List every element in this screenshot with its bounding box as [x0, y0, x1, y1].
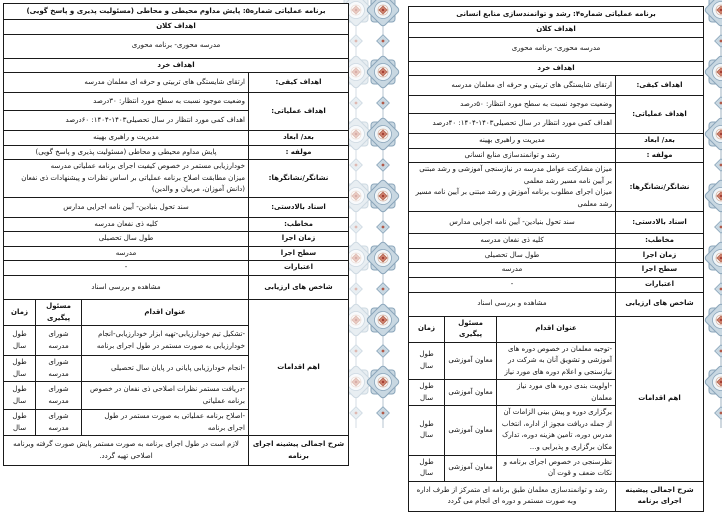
label-qualitative-goals: اهداف کیفی:: [249, 73, 349, 93]
qualitative-goal-value: ارتقای شایستگی های تربیتی و حرفه ای معلمان مدرسه: [409, 76, 616, 96]
label-audience: مخاطب:: [249, 217, 349, 232]
label-indicators: نشانگر/نشانگرها:: [249, 160, 349, 198]
label-execution-level: سطح اجرا: [249, 246, 349, 261]
ornament-connector-diamond-icon: [377, 345, 390, 358]
ornament-connector-diamond-icon: [715, 35, 722, 48]
indicator-item: میزان مشارکت عوامل مدرسه در نیازسنجی آموزشی و رشد مبتنی بر آیین نامه مسیر رشد معلمی: [419, 165, 612, 185]
plan-title: برنامه عملیاتی شماره۴: رشد و توانمندسازی منابع انسانی: [409, 7, 704, 23]
ornament-connector-diamond-icon: [377, 35, 390, 48]
micro-goals-heading: اهداف خرد: [409, 61, 704, 76]
action-owner: معاون آموزشی: [445, 455, 497, 481]
label-upstream-documents: اسناد بالادستی:: [616, 212, 704, 234]
action-owner: معاون آموزشی: [445, 342, 497, 380]
ornament-medallion-icon: [704, 241, 722, 275]
label-dimension: بعد/ ابعاد: [249, 131, 349, 146]
action-owner: شورای مدرسه: [36, 326, 82, 356]
ornament-medallion-icon: [366, 179, 400, 213]
ornament-medallion-icon: [366, 241, 400, 275]
indicator-item: خودارزیابی مستمر در خصوص کیفیت اجرای برنامه عملیاتی مدرسه: [50, 162, 245, 171]
action-time: طول سال: [409, 455, 445, 481]
ornament-medallion-icon: [366, 365, 400, 399]
ornament-medallion-icon: [366, 117, 400, 151]
ornament-connector-diamond-icon: [377, 97, 390, 110]
ornament-medallion-icon: [366, 55, 400, 89]
actions-header-title: عنوان اقدام: [497, 316, 616, 342]
actions-header-owner: مسئول پیگیری: [445, 316, 497, 342]
indicator-item: میزان مطابقت اصلاح برنامه عملیاتی بر اساس نظرات و پیشنهادات ذی نفعان (دانش آموزان، مربیان و والدین): [21, 173, 245, 194]
expected-target-value: اهداف کمی مورد انتظار در سال تحصیلی۱۴۰۳-۱۴۰۴: ۴۰درصد: [409, 114, 616, 134]
action-title: -انجام خودارزیابی پایانی در پایان سال تحصیلی: [82, 356, 249, 382]
document-page-plan-4: [408, 6, 704, 512]
upstream-documents-value: سند تحول بنیادین- آیین نامه اجرایی مدارس: [409, 212, 616, 234]
actions-header-time: زمان: [4, 300, 36, 326]
evaluation-indexes-value: مشاهده و بررسی اسناد: [409, 292, 616, 316]
actions-header-time: زمان: [409, 316, 445, 342]
indicators-value: [409, 163, 616, 212]
action-owner: معاون آموزشی: [445, 406, 497, 455]
label-qualitative-goals: اهداف کیفی:: [616, 76, 704, 96]
label-key-actions: اهم اقدامات: [616, 316, 704, 481]
action-owner: شورای مدرسه: [36, 382, 82, 410]
label-upstream-documents: اسناد بالادستی:: [249, 197, 349, 217]
action-title: -اولویت بندی دوره های مورد نیاز معلمان: [497, 380, 616, 406]
budget-value: -: [4, 261, 249, 276]
ornament-connector-diamond-icon: [715, 221, 722, 234]
plan-title: برنامه عملیاتی شماره۵: پایش مداوم محیطی و محاطی (مسئولیت پذیری و پاسخ گویی): [4, 4, 349, 20]
audience-value: کلیه ذی نفعان مدرسه: [409, 234, 616, 249]
ornament-medallion-icon: [704, 179, 722, 213]
summary-value: رشد و توانمندسازی معلمان طبق برنامه ای متمرکز از طرف اداره وبه صورت مستمر و دوره ای انجام می گردد: [409, 481, 616, 511]
macro-goals-heading: اهداف کلان: [4, 20, 349, 35]
component-value: رشد و توانمندسازی منابع انسانی: [409, 148, 616, 163]
execution-time-value: طول سال تحصیلی: [409, 248, 616, 263]
label-budget: اعتبارات: [616, 278, 704, 293]
action-time: طول سال: [4, 356, 36, 382]
label-key-actions: اهم اقدامات: [249, 300, 349, 436]
upstream-documents-value: سند تحول بنیادین- آیین نامه اجرایی مدارس: [4, 197, 249, 217]
ornament-border-center: [361, 0, 405, 428]
ornament-connector-diamond-icon: [715, 97, 722, 110]
action-title: -اصلاح برنامه عملیاتی به صورت مستمر در طول اجرای برنامه: [82, 410, 249, 436]
action-time: طول سال: [4, 382, 36, 410]
macro-goal-value: مدرسه محوری- برنامه محوری: [409, 37, 704, 61]
action-title: -دریافت مستمر نظرات اصلاحی ذی نفعان در خصوص برنامه عملیاتی: [82, 382, 249, 410]
execution-level-value: مدرسه: [409, 263, 616, 278]
ornament-connector-diamond-icon: [377, 221, 390, 234]
label-operational-goals: اهداف عملیاتی:: [249, 93, 349, 131]
current-status-value: وضعیت موجود نسبت به سطح مورد انتظار: ۵۰درصد: [409, 96, 616, 114]
micro-goals-heading: اهداف خرد: [4, 58, 349, 73]
ornament-medallion-icon: [704, 303, 722, 337]
label-indicators: نشانگر/نشانگرها:: [616, 163, 704, 212]
action-time: طول سال: [409, 380, 445, 406]
component-value: پایش مداوم محیطی و محاطی (مسئولیت پذیری و پاسخ گویی): [4, 145, 249, 160]
ornament-medallion-icon: [366, 0, 400, 27]
ornament-connector-diamond-icon: [377, 159, 390, 172]
ornament-connector-diamond-icon: [715, 159, 722, 172]
label-summary: شرح اجمالی پیشینه اجرای برنامه: [249, 436, 349, 466]
operational-plan-table: [408, 6, 704, 512]
ornament-medallion-icon: [704, 55, 722, 89]
label-evaluation-indexes: شاخص های ارزیابی: [249, 276, 349, 300]
label-operational-goals: اهداف عملیاتی:: [616, 96, 704, 134]
label-dimension: بعد/ ابعاد: [616, 134, 704, 149]
evaluation-indexes-value: مشاهده و بررسی اسناد: [4, 276, 249, 300]
audience-value: کلیه ذی نفعان مدرسه: [4, 217, 249, 232]
label-audience: مخاطب:: [616, 234, 704, 249]
action-owner: شورای مدرسه: [36, 410, 82, 436]
execution-time-value: طول سال تحصیلی: [4, 232, 249, 247]
ornament-connector-diamond-icon: [715, 345, 722, 358]
label-execution-time: زمان اجرا: [249, 232, 349, 247]
qualitative-goal-value: ارتقای شایستگی های تربیتی و حرفه ای معلمان مدرسه: [4, 73, 249, 93]
action-title: نظرسنجی در خصوص اجرای برنامه و نکات ضعف و قوت آن: [497, 455, 616, 481]
budget-value: -: [409, 278, 616, 293]
label-evaluation-indexes: شاخص های ارزیابی: [616, 292, 704, 316]
current-status-value: وضعیت موجود نسبت به سطح مورد انتظار: ۳۰درصد: [4, 93, 249, 111]
ornament-connector-diamond-icon: [715, 283, 722, 296]
label-execution-time: زمان اجرا: [616, 248, 704, 263]
expected-target-value: اهداف کمی مورد انتظار در سال تحصیلی۱۴۰۳-۱۴۰۴: ۶۰درصد: [4, 111, 249, 131]
ornament-medallion-icon: [366, 303, 400, 337]
operational-plan-table: [3, 3, 349, 466]
summary-value: لازم است در طول اجرای برنامه به صورت مستمر پایش صورت گرفته وبرنامه اصلاحی تهیه گردد.: [4, 436, 249, 466]
action-owner: شورای مدرسه: [36, 356, 82, 382]
indicators-value: [4, 160, 249, 198]
action-title: -تشکیل تیم خودارزیابی-تهیه ابزار خودارزیابی-انجام خودارزیابی به صورت مستمر در طول اجرای برنامه: [82, 326, 249, 356]
action-title: برگزاری دوره و پیش بینی الزامات آن از جمله دریافت مجوز از اداره، انتخاب مدرس دوره، تامین هزینه دوره، تدارک مکان برگزاری و پذیرایی و...: [497, 406, 616, 455]
label-execution-level: سطح اجرا: [616, 263, 704, 278]
ornament-medallion-icon: [704, 0, 722, 27]
actions-header-owner: مسئول پیگیری: [36, 300, 82, 326]
action-title: -توجیه معلمان در خصوص دوره های آموزشی و تشویق آنان به شرکت در نیازسنجی و اعلام دوره های مورد نیاز: [497, 342, 616, 380]
action-owner: معاون آموزشی: [445, 380, 497, 406]
action-time: طول سال: [4, 326, 36, 356]
ornament-medallion-icon: [704, 117, 722, 151]
actions-header-title: عنوان اقدام: [82, 300, 249, 326]
ornament-medallion-icon: [704, 365, 722, 399]
ornament-connector-diamond-icon: [377, 283, 390, 296]
execution-level-value: مدرسه: [4, 246, 249, 261]
macro-goals-heading: اهداف کلان: [409, 23, 704, 38]
label-budget: اعتبارات: [249, 261, 349, 276]
dimension-value: مدیریت و راهبری بهینه: [409, 134, 616, 149]
ornament-connector-diamond-icon: [377, 407, 390, 420]
label-component: مولفه :: [616, 148, 704, 163]
ornament-connector-diamond-icon: [715, 407, 722, 420]
action-time: طول سال: [409, 342, 445, 380]
dimension-value: مدیریت و راهبری بهینه: [4, 131, 249, 146]
indicator-item: میزان اجرای مطلوب برنامه آموزش و رشد مبتنی بر آیین نامه مسیر رشد معلمی: [415, 188, 612, 208]
macro-goal-value: مدرسه محوری- برنامه محوری: [4, 34, 349, 58]
label-summary: شرح اجمالی پیشینه اجرای برنامه: [616, 481, 704, 511]
label-component: مولفه :: [249, 145, 349, 160]
action-time: طول سال: [409, 406, 445, 455]
action-time: طول سال: [4, 410, 36, 436]
document-page-plan-5: [3, 3, 349, 466]
